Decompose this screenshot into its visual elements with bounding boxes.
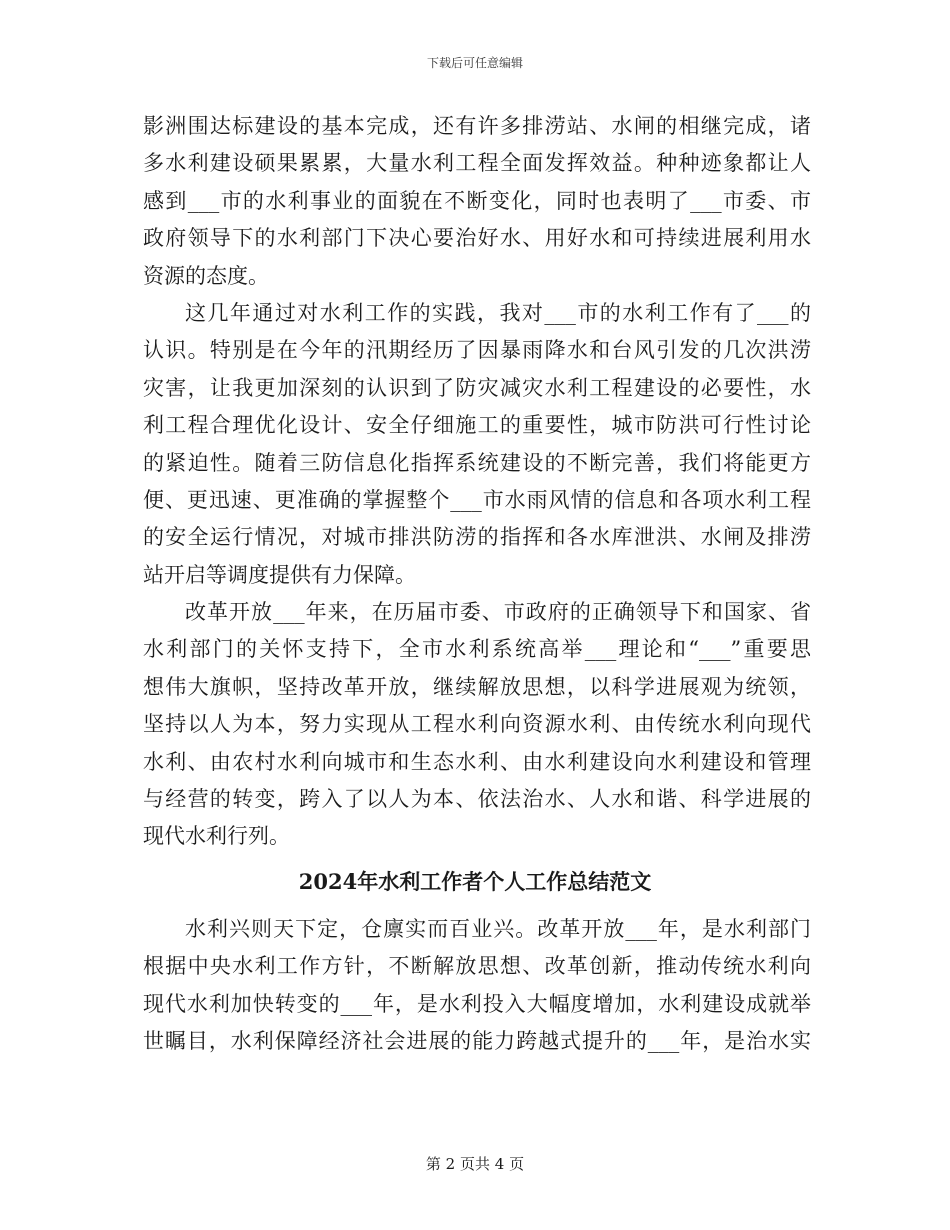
page-header: 下载后可任意编辑 — [426, 56, 523, 70]
section-title: 2024年水利工作者个人工作总结范文 — [298, 869, 652, 894]
text-line: 感到___市的水利事业的面貌在不断变化，同时也表明了___市委、市 — [143, 188, 811, 213]
text-line: 水利部门的关怀支持下，全市水利系统高举___理论和“___”重要思 — [143, 637, 811, 662]
text-line: 认识。特别是在今年的汛期经历了因暴雨降水和台风引发的几次洪涝 — [143, 338, 811, 363]
text-line: 多水利建设硕果累累，大量水利工程全面发挥效益。种种迹象都让人 — [143, 151, 811, 176]
text-line: 现代水利加快转变的___年，是水利投入大幅度增加，水利建设成就举 — [143, 991, 811, 1016]
text-line: 影洲围达标建设的基本完成，还有许多排涝站、水闸的相继完成，诸 — [143, 114, 811, 138]
text-line: 坚持以人为本，努力实现从工程水利向资源水利、由传统水利向现代 — [143, 712, 811, 737]
text-line: 这几年通过对水利工作的实践，我对___市的水利工作有了___的 — [185, 301, 811, 325]
page-footer: 第 2 页共 4 页 — [425, 1155, 525, 1173]
text-line: 的紧迫性。随着三防信息化指挥系统建设的不断完善，我们将能更方 — [143, 450, 811, 475]
paragraph-3 — [143, 594, 811, 856]
text-line: 改革开放___年来，在历届市委、市政府的正确领导下和国家、省 — [185, 600, 811, 624]
text-line: 政府领导下的水利部门下决心要治好水、用好水和可持续进展利用水 — [143, 226, 811, 251]
text-line: 利工程合理优化设计、安全仔细施工的重要性，城市防洪可行性讨论 — [143, 413, 811, 438]
text-line: 便、更迅速、更准确的掌握整个___市水雨风情的信息和各项水利工程 — [143, 487, 811, 512]
text-line: 资源的态度。 — [143, 263, 269, 288]
text-line: 根据中央水利工作方针，不断解放思想、改革创新，推动传统水利向 — [143, 954, 811, 979]
text-line: 站开启等调度提供有力保障。 — [143, 562, 416, 587]
text-line: 与经营的转变，跨入了以人为本、依法治水、人水和谐、科学进展的 — [143, 786, 811, 811]
text-line: 水利兴则天下定，仓廪实而百业兴。改革开放___年，是水利部门 — [185, 917, 811, 941]
text-line: 现代水利行列。 — [143, 824, 290, 849]
text-line: 灾害，让我更加深刻的认识到了防灾减灾水利工程建设的必要性，水 — [143, 375, 811, 400]
text-line: 水利、由农村水利向城市和生态水利、由水利建设向水利建设和管理 — [143, 749, 811, 774]
text-line: 想伟大旗帜，坚持改革开放，继续解放思想，以科学进展观为统领， — [143, 674, 811, 699]
text-line: 的安全运行情况，对城市排洪防涝的指挥和各水库泄洪、水闸及排涝 — [143, 525, 811, 550]
paragraph-2 — [143, 295, 811, 594]
paragraph-4 — [143, 911, 811, 1061]
text-line: 世瞩目，水利保障经济社会进展的能力跨越式提升的___年，是治水实 — [143, 1029, 811, 1054]
paragraph-1 — [143, 108, 811, 295]
